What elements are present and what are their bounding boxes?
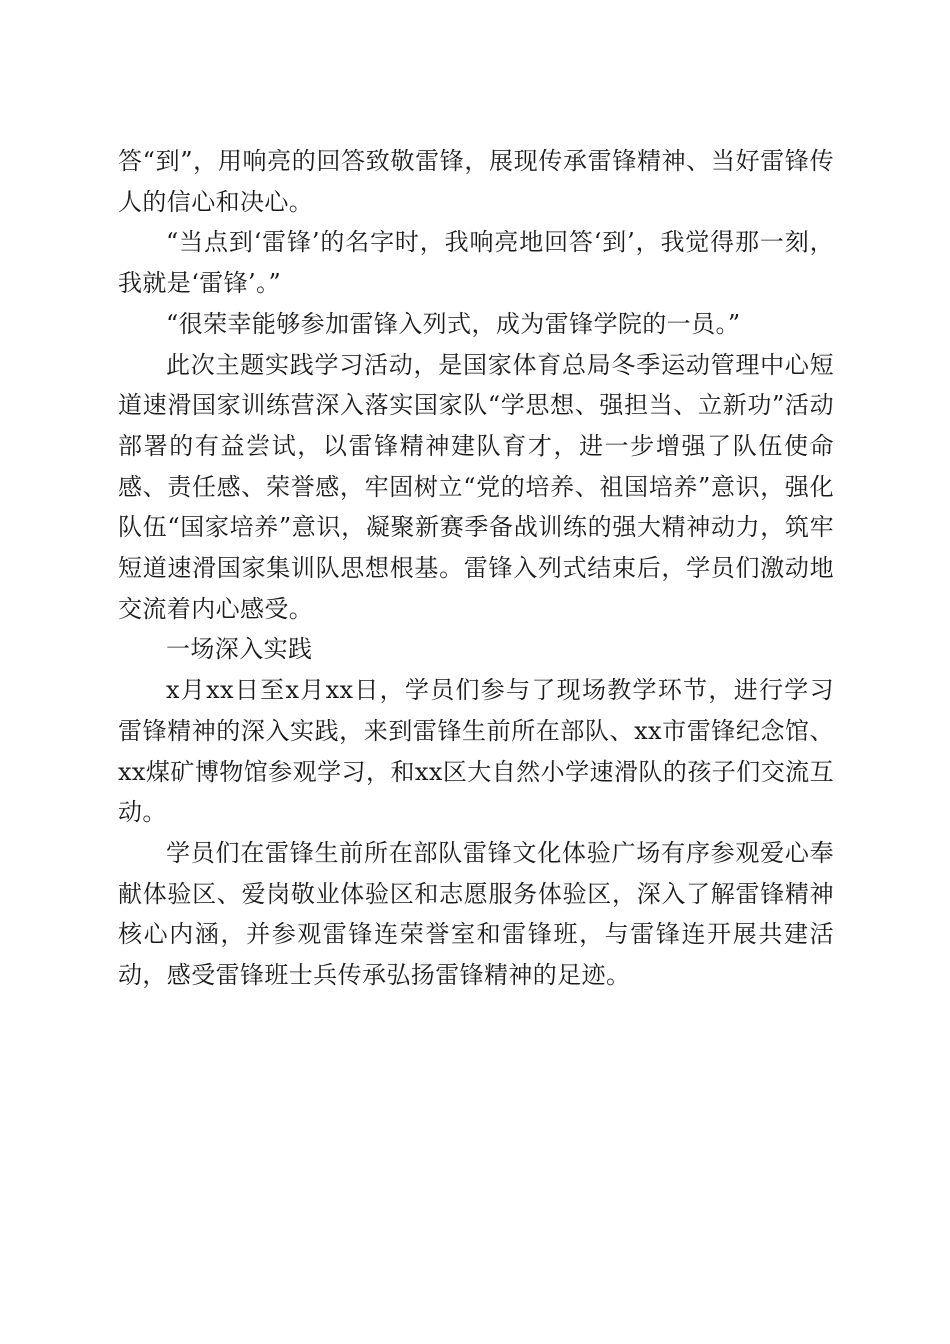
section-heading: 一场深入实践 <box>166 635 313 664</box>
paragraph-visit: 学员们在雷锋生前所在部队雷锋文化体验广场有序参观爱心奉献体验区、爱岗敬业体验区和志愿服务体验区，深入了解雷锋精神核心内涵，并参观雷锋连荣誉室和雷锋班，与雷锋连开展共建活动，感受雷锋班士兵传承弘扬雷锋精神的足迹。 <box>118 838 834 990</box>
paragraph-activity-summary: 此次主题实践学习活动，是国家体育总局冬季运动管理中心短道速滑国家训练营深入落实国家队“学思想、强担当、立新功”活动部署的有益尝试，以雷锋精神建队育才，进一步增强了队伍使命感、责任感、荣誉感，牢固树立“党的培养、祖国培养”意识，强化队伍“国家培养”意识，凝聚新赛季备战训练的强大精神动力，筑牢短道速滑国家集训队思想根基。雷锋入列式结束后，学员们激动地交流着内心感受。 <box>118 350 834 623</box>
paragraph-field-teaching: x月xx日至x月xx日，学员们参与了现场教学环节，进行学习雷锋精神的深入实践，来到雷锋生前所在部队、xx市雷锋纪念馆、xx煤矿博物馆参观学习，和xx区大自然小学速滑队的孩子们交流互动。 <box>118 676 834 827</box>
paragraph-quote-1: “当点到‘雷锋’的名字时，我响亮地回答‘到’，我觉得那一刻，我就是‘雷锋’。” <box>118 228 834 298</box>
paragraph-quote-2: “很荣幸能够参加雷锋入列式，成为雷锋学院的一员。” <box>166 309 741 338</box>
document-body <box>118 141 834 996</box>
paragraph-continuation: 答“到”，用响亮的回答致敬雷锋，展现传承雷锋精神、当好雷锋传人的信心和决心。 <box>118 147 834 216</box>
